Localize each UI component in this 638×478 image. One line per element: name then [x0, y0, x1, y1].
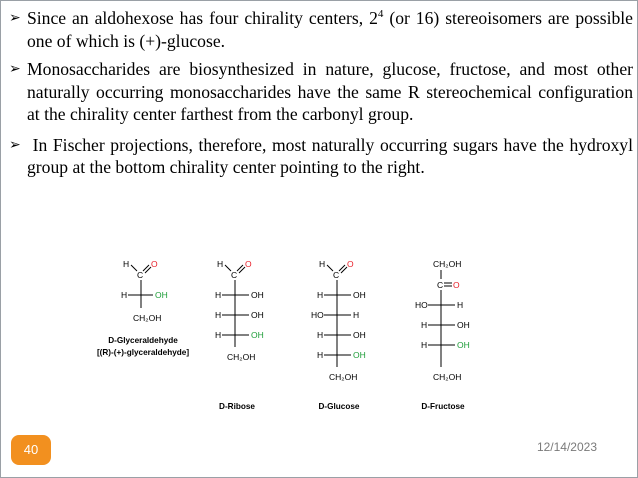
glyceraldehyde-aldehyde-o: O	[151, 259, 158, 269]
fischer-projections-figure	[85, 251, 505, 421]
glyceraldehyde-structure	[97, 259, 189, 357]
glyceraldehyde-ch2oh: CH₂OH	[133, 313, 162, 323]
fructose-carbonyl-o: O	[453, 280, 460, 290]
bullet-text: Since an aldohexose has four chirality centers, 2	[27, 8, 378, 28]
ribose-aldehyde-h: H	[217, 259, 224, 269]
fructose-top-ch2oh: CH₂OH	[433, 259, 462, 269]
glyceraldehyde-right-oh: OH	[155, 290, 168, 300]
glucose-name: D-Glucose	[318, 402, 360, 411]
bullet-text: (or 16) stereoisomers are possible one of which is (+)-glucose.	[27, 8, 633, 51]
glyceraldehyde-descriptor: [(R)-(+)-glyceraldehyde]	[96, 348, 190, 357]
glyceraldehyde-aldehyde-c: C	[137, 270, 144, 280]
glucose-row4-left: H	[317, 350, 324, 360]
glucose-structure	[311, 259, 366, 411]
fructose-ch2oh: CH₂OH	[433, 372, 462, 382]
glucose-aldehyde-o: O	[347, 259, 354, 269]
fructose-row1-right: H	[457, 300, 464, 310]
ribose-row1-right: OH	[251, 290, 264, 300]
superscript-exponent: 4	[377, 8, 384, 21]
fructose-row2-left: H	[421, 320, 428, 330]
ribose-row3-right: OH	[251, 330, 264, 340]
bullet-item	[9, 134, 638, 179]
glucose-row3-left: H	[317, 330, 324, 340]
fructose-name: D-Fructose	[421, 402, 465, 411]
bullet-item	[9, 7, 633, 52]
glucose-row2-left: HO	[311, 310, 324, 320]
fructose-row1-left: HO	[415, 300, 428, 310]
ribose-name: D-Ribose	[219, 402, 255, 411]
glucose-row1-left: H	[317, 290, 324, 300]
fructose-carbonyl-c: C	[437, 280, 444, 290]
slide-date: 12/14/2023	[536, 440, 597, 454]
ribose-ch2oh: CH₂OH	[227, 352, 256, 362]
fructose-row2-right: OH	[457, 320, 470, 330]
fructose-row3-right: OH	[457, 340, 470, 350]
glucose-row2-right: H	[353, 310, 360, 320]
bullet-text: Monosaccharides are biosynthesized in nature, glucose, fructose, and most other naturally occurring monosaccharides have the same R stereochemical configuration at the chirality center farthest from the carbonyl group.	[27, 59, 633, 124]
arrow-bullet-icon: ➢	[9, 136, 21, 153]
bullet-item	[9, 58, 633, 126]
glyceraldehyde-left-h: H	[121, 290, 128, 300]
bullet-list	[9, 7, 638, 179]
glucose-aldehyde-h: H	[319, 259, 326, 269]
glucose-row3-right: OH	[353, 330, 366, 340]
glucose-ch2oh: CH₂OH	[329, 372, 358, 382]
ribose-structure	[215, 259, 264, 411]
arrow-bullet-icon: ➢	[9, 10, 21, 26]
glucose-aldehyde-c: C	[333, 270, 340, 280]
ribose-row2-left: H	[215, 310, 222, 320]
glucose-row4-right: OH	[353, 350, 366, 360]
ribose-aldehyde-c: C	[231, 270, 238, 280]
glucose-row1-right: OH	[353, 290, 366, 300]
ribose-row3-left: H	[215, 330, 222, 340]
fructose-structure	[415, 259, 470, 411]
ribose-row2-right: OH	[251, 310, 264, 320]
glyceraldehyde-aldehyde-h: H	[123, 259, 130, 269]
page-number-badge: 40	[11, 435, 51, 465]
ribose-row1-left: H	[215, 290, 222, 300]
arrow-bullet-icon: ➢	[9, 61, 21, 77]
ribose-aldehyde-o: O	[245, 259, 252, 269]
glyceraldehyde-name: D-Glyceraldehyde	[108, 336, 178, 345]
bullet-text: In Fischer projections, therefore, most naturally occurring sugars have the hydroxyl group at the bottom chirality center pointing to the right.	[27, 134, 638, 177]
fructose-row3-left: H	[421, 340, 428, 350]
